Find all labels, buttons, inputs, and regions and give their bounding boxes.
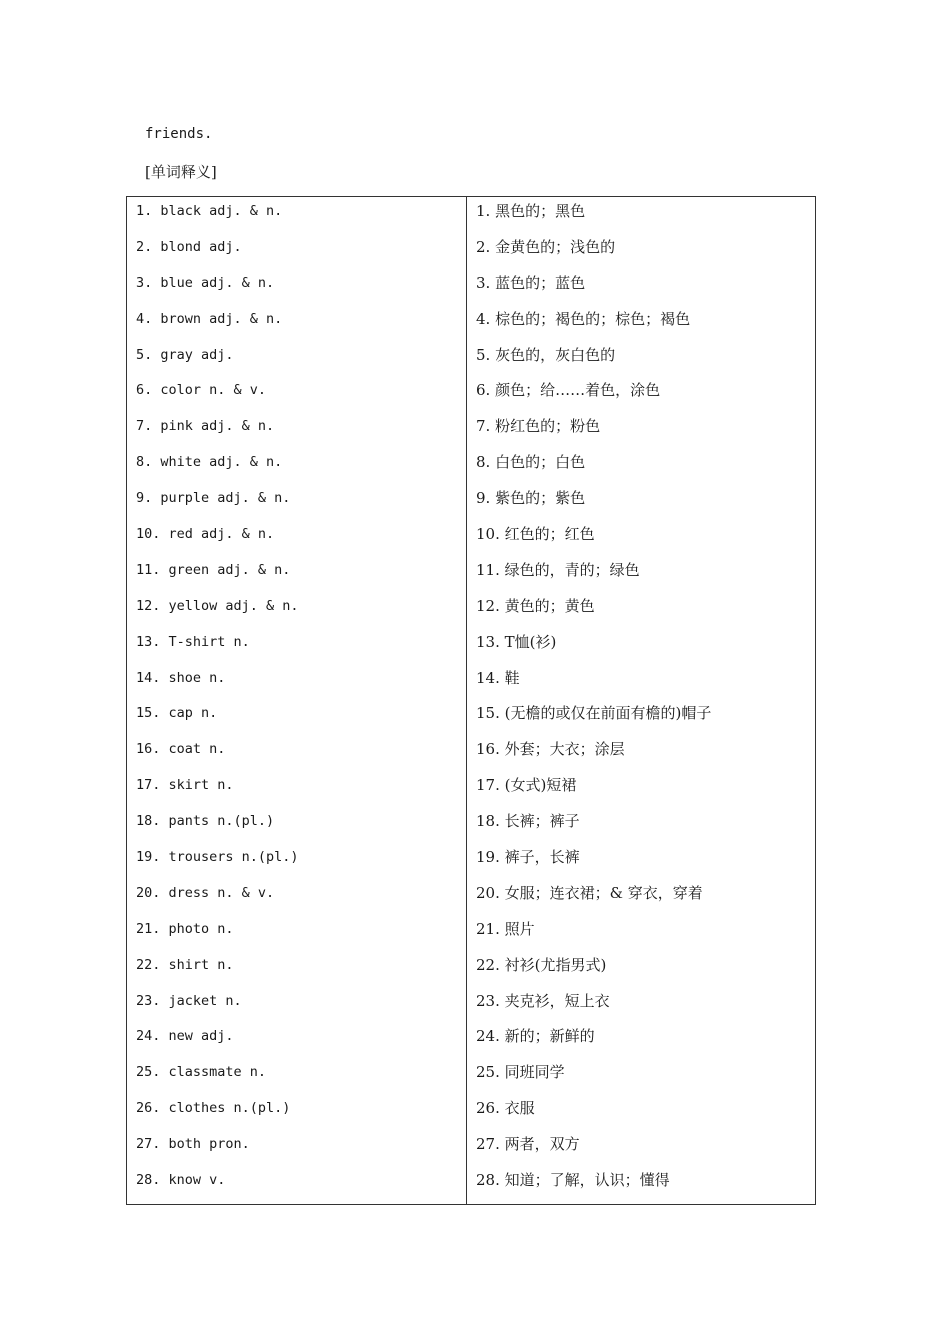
chinese-definition-row: 11. 绿色的，青的；绿色	[476, 560, 640, 579]
chinese-definition-row: 6. 颜色；给……着色，涂色	[476, 381, 661, 400]
english-term-row: 19. trousers n.(pl.)	[136, 849, 299, 866]
english-term-row: 7. pink adj. & n.	[136, 418, 275, 435]
english-term-row: 13. T-shirt n.	[136, 633, 250, 650]
chinese-definition-row: 24. 新的；新鲜的	[476, 1027, 595, 1046]
english-term-row: 9. purple adj. & n.	[136, 490, 291, 507]
english-term-row: 25. classmate n.	[136, 1064, 267, 1081]
chinese-definition-row: 19. 裤子，长裤	[476, 848, 580, 867]
english-term-row: 1. black adj. & n.	[136, 203, 283, 219]
english-term-row: 10. red adj. & n.	[136, 526, 275, 543]
chinese-definition-row: 26. 衣服	[476, 1099, 535, 1118]
chinese-definition-row: 12. 黄色的；黄色	[476, 596, 595, 615]
chinese-definition-row: 8. 白色的；白色	[476, 453, 586, 472]
english-term-row: 6. color n. & v.	[136, 382, 267, 399]
chinese-definition-row: 21. 照片	[476, 919, 535, 938]
english-term-row: 27. both pron.	[136, 1136, 250, 1153]
english-term-row: 3. blue adj. & n.	[136, 274, 275, 291]
chinese-definition-row: 22. 衬衫(尤指男式)	[476, 955, 607, 974]
english-term-row: 4. brown adj. & n.	[136, 310, 283, 327]
chinese-definition-row: 10. 红色的；红色	[476, 525, 595, 544]
chinese-definition-row: 1. 黑色的；黑色	[476, 202, 586, 220]
english-term-row: 2. blond adj.	[136, 238, 242, 255]
chinese-definition-row: 18. 长裤；裤子	[476, 812, 580, 831]
english-term-row: 20. dress n. & v.	[136, 884, 275, 901]
chinese-definition-row: 14. 鞋	[476, 668, 520, 687]
chinese-definition-row: 17. (女式)短裙	[476, 776, 577, 795]
chinese-definition-row: 16. 外套；大衣；涂层	[476, 740, 625, 759]
english-term-row: 24. new adj.	[136, 1028, 234, 1045]
vocabulary-table	[126, 196, 816, 1205]
english-term-row: 21. photo n.	[136, 920, 234, 937]
chinese-definition-row: 28. 知道；了解，认识；懂得	[476, 1171, 670, 1190]
english-term-row: 18. pants n.(pl.)	[136, 813, 275, 830]
english-term-row: 15. cap n.	[136, 705, 218, 722]
english-term-row: 22. shirt n.	[136, 956, 234, 973]
chinese-definition-row: 4. 棕色的；褐色的；棕色；褐色	[476, 309, 691, 328]
chinese-definition-row: 27. 两者，双方	[476, 1135, 580, 1154]
chinese-column	[467, 197, 815, 1204]
english-term-row: 5. gray adj.	[136, 346, 234, 363]
english-term-row: 8. white adj. & n.	[136, 454, 283, 471]
chinese-definition-row: 7. 粉红色的；粉色	[476, 417, 601, 436]
english-term-row: 11. green adj. & n.	[136, 561, 291, 578]
section-heading: [单词释义]	[145, 163, 217, 181]
chinese-definition-row: 2. 金黄色的；浅色的	[476, 237, 616, 256]
english-column	[127, 197, 467, 1204]
chinese-definition-row: 5. 灰色的，灰白色的	[476, 345, 616, 364]
chinese-definition-row: 23. 夹克衫，短上衣	[476, 991, 610, 1010]
chinese-definition-row: 20. 女服；连衣裙；& 穿衣，穿着	[476, 883, 703, 902]
english-term-row: 16. coat n.	[136, 741, 226, 758]
english-term-row: 14. shoe n.	[136, 669, 226, 686]
chinese-definition-row: 15. (无檐的或仅在前面有檐的)帽子	[476, 704, 712, 723]
english-term-row: 17. skirt n.	[136, 777, 234, 794]
english-term-row: 28. know v.	[136, 1172, 226, 1189]
english-term-row: 12. yellow adj. & n.	[136, 597, 299, 614]
chinese-definition-row: 13. T恤(衫)	[476, 632, 557, 651]
chinese-definition-row: 9. 紫色的；紫色	[476, 489, 586, 508]
english-term-row: 23. jacket n.	[136, 992, 242, 1009]
english-term-row: 26. clothes n.(pl.)	[136, 1100, 291, 1117]
intro-text: friends.	[145, 126, 213, 142]
chinese-definition-row: 25. 同班同学	[476, 1063, 565, 1082]
chinese-definition-row: 3. 蓝色的；蓝色	[476, 273, 586, 292]
